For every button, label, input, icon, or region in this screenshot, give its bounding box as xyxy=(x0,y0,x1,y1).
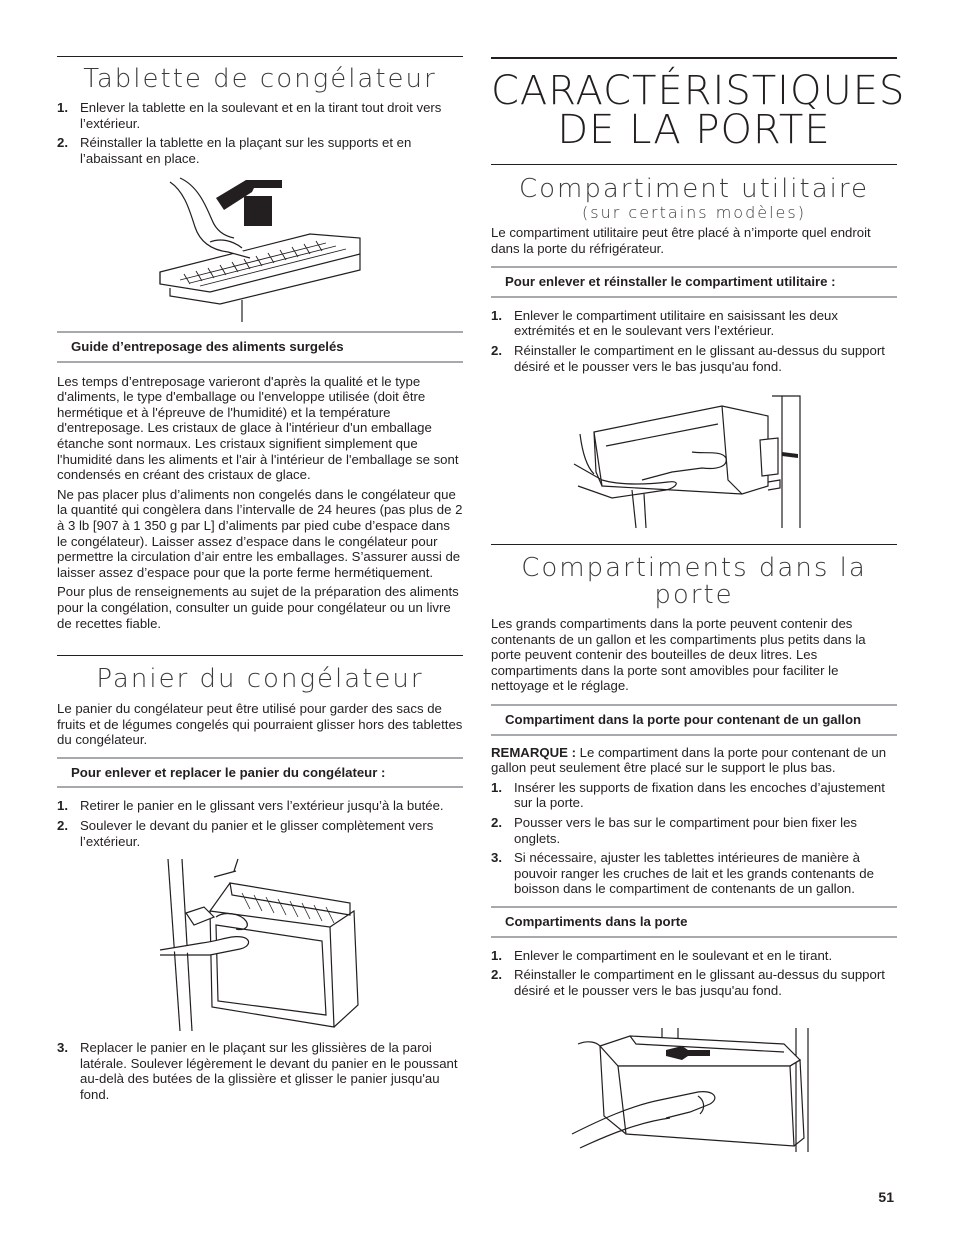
note-text: Le compartiment dans la porte pour contenant de un gallon peut seulement être placé sur le support le plus bas. xyxy=(491,744,887,776)
subheading-utilitaire: Pour enlever et réinstaller le compartiment utilitaire : xyxy=(491,266,897,298)
list-item: 2. Soulever le devant du panier et le glisser complètement vers l’extérieur. xyxy=(57,817,434,849)
list-item: 2. Réinstaller le compartiment en le glissant au-dessus du support désiré et le pousser vers le bas jusqu'au fond. xyxy=(491,967,885,998)
section-rule xyxy=(491,57,897,59)
heading-porte xyxy=(491,555,897,609)
right-column-title xyxy=(491,57,906,153)
section-rule xyxy=(491,544,897,545)
heading-porte-line2: porte xyxy=(654,580,734,610)
list-item: 1. Enlever le compartiment utilitaire en saisissant les deux extrémités et en le soulevant vers l’extérieur. xyxy=(491,307,838,339)
list-item: 1. Enlever le compartiment en le soulevant et en le tirant. xyxy=(491,947,833,963)
page-title-line2: DE LA PORTE xyxy=(557,107,831,153)
panier-steps-continued xyxy=(57,1040,463,1102)
guide-paragraph-3: Pour plus de renseignements au sujet de la préparation des aliments pour la congélation, consulter un guide pour congélateur ou un livre de recettes fiable. xyxy=(57,584,459,631)
freezer-shelf-illustration xyxy=(150,172,370,324)
list-item: 3. Si nécessaire, ajuster les tablettes intérieures de manière à pouvoir ranger les cruches de lait et les grands contenants de boisson dans le compartiment de contenants de un gallon. xyxy=(491,850,874,897)
gallon-steps xyxy=(491,780,897,897)
section-rule xyxy=(57,655,463,656)
panier-steps xyxy=(57,798,463,849)
subheading-guide: Guide d’entreposage des aliments surgelés xyxy=(57,331,463,363)
heading-porte-line1: Compartiments dans la xyxy=(521,553,867,583)
left-column-panier xyxy=(57,655,463,849)
note-label: REMARQUE : xyxy=(491,744,576,760)
tablette-steps xyxy=(57,100,463,166)
utility-compartment-illustration xyxy=(572,394,812,530)
list-item: 1. Insérer les supports de fixation dans les encoches d’ajustement sur la porte. xyxy=(491,779,885,811)
page-title xyxy=(491,68,906,153)
left-column-step3 xyxy=(57,1040,463,1102)
list-item: 1. Enlever la tablette en la soulevant et en la tirant tout droit vers l’extérieur. xyxy=(57,100,442,131)
door-steps xyxy=(491,948,897,999)
list-item: 2. Réinstaller le compartiment en le glissant au-dessus du support désiré et le pousser vers le bas jusqu'au fond. xyxy=(491,342,885,374)
page-number: 51 xyxy=(878,1189,894,1205)
heading-utilitaire: Compartiment utilitaire xyxy=(518,174,869,204)
door-bin-illustration xyxy=(570,1026,830,1154)
right-column-porte xyxy=(491,544,897,998)
guide-paragraph-2: Ne pas placer plus d’aliments non congelés dans le congélateur que la quantité qui congèlera dans l’intervalle de 24 heures (pas plus de 2 à 3 lb [907 à 1 350 g par L] d’aliments par pied cube d’espace dans le congélateur). Laisser assez d’espace dans le congélateur pour permettre la circulation d’air entre les emballages. S’assurer aussi de laisser assez d’espace pour que la porte ferme hermétiquement. xyxy=(57,486,463,580)
list-item: 3. Replacer le panier en le plaçant sur les glissières de la paroi latérale. Soulever légèrement le devant du panier en le poussant au-delà des butées de la glissière et glisser le panier jusqu'au fond. xyxy=(57,1040,458,1102)
utilitaire-intro: Le compartiment utilitaire peut être placé à n’importe quel endroit dans la porte du réfrigérateur. xyxy=(491,225,871,256)
list-item: 1. Retirer le panier en le glissant vers l’extérieur jusqu’à la butée. xyxy=(57,798,444,814)
right-column-utilitaire xyxy=(491,164,897,374)
left-column-guide xyxy=(57,331,463,631)
heading-tablette: Tablette de congélateur xyxy=(83,64,437,94)
page-title-line1: CARACTÉRISTIQUES xyxy=(491,68,906,114)
section-rule xyxy=(57,56,463,57)
gallon-note xyxy=(491,745,897,776)
heading-panier: Panier du congélateur xyxy=(96,664,424,694)
subheading-door: Compartiments dans la porte xyxy=(491,906,897,938)
left-column xyxy=(57,56,463,166)
freezer-basket-illustration xyxy=(150,855,370,1033)
utilitaire-subtitle: (sur certains modèles) xyxy=(582,203,806,222)
utilitaire-steps xyxy=(491,308,897,374)
guide-paragraph-1: Les temps d’entreposage varieront d'après la qualité et le type d'aliments, le type d'emballage ou l'enveloppe utilisée (doit être hermétique et à l'épreuve de l'humidité) et la température d'entreposage. Les cristaux de glace à l'intérieur d'un emballage étanche sont normaux. Les cristaux signifient simplement que l'humidité dans les aliments et l'air à l'intérieur de l'emballage se sont condensés en créant des cristaux de glace. xyxy=(57,373,459,483)
subheading-gallon: Compartiment dans la porte pour contenant de un gallon xyxy=(491,704,897,736)
section-rule xyxy=(491,164,897,165)
list-item: 2. Réinstaller la tablette en la plaçant sur les supports et en l’abaissant en place. xyxy=(57,135,412,166)
subheading-panier: Pour enlever et replacer le panier du congélateur : xyxy=(57,757,463,789)
list-item: 2. Pousser vers le bas sur le compartiment pour bien fixer les onglets. xyxy=(491,814,858,846)
panier-intro: Le panier du congélateur peut être utilisé pour garder des sacs de fruits et de légumes congelés qui pourraient glisser hors des tablettes du congélateur. xyxy=(57,701,463,748)
porte-intro: Les grands compartiments dans la porte peuvent contenir des contenants de un gallon et les compartiments plus petits dans la porte peuvent contenir des bouteilles de deux litres. Les compartiments dans la porte sont amovibles pour faciliter le nettoyage et le réglage. xyxy=(491,616,866,694)
